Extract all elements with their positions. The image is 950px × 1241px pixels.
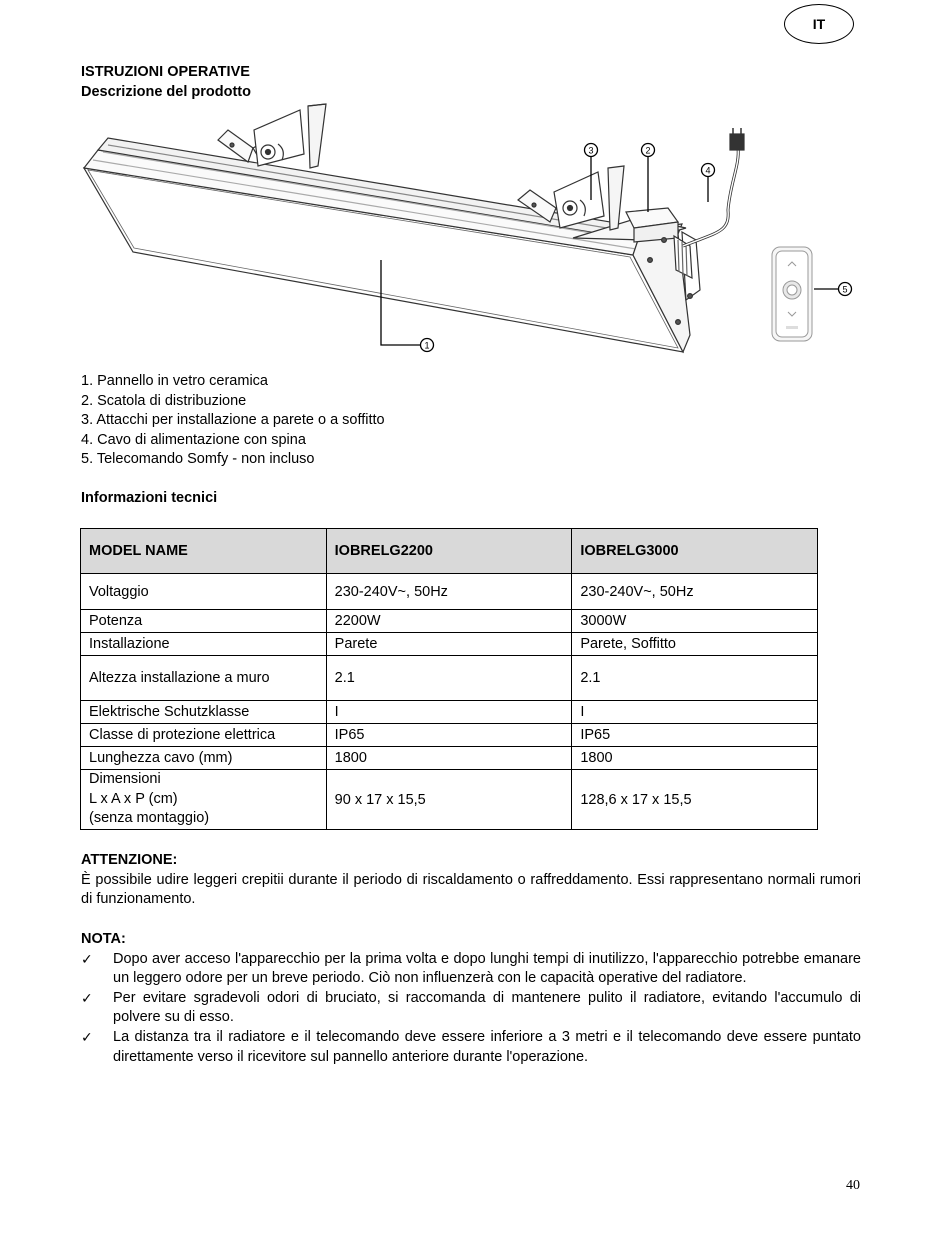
table-cell: Lunghezza cavo (mm)	[81, 747, 327, 770]
table-cell: 90 x 17 x 15,5	[326, 770, 572, 830]
remote-control	[772, 247, 812, 341]
attention-block	[81, 851, 861, 910]
table-cell: 1800	[572, 747, 818, 770]
callout-3: 3	[588, 145, 594, 156]
callout-1: 1	[424, 340, 430, 351]
table-cell: Elektrische Schutzklasse	[81, 701, 327, 724]
specs-table	[80, 528, 818, 830]
table-cell: 230-240V~, 50Hz	[572, 574, 818, 610]
table-cell: 2.1	[326, 656, 572, 701]
table-header-cell: MODEL NAME	[81, 529, 327, 574]
parts-list	[81, 372, 385, 470]
attention-text: È possibile udire leggeri crepitii durante il periodo di riscaldamento o raffreddamento. Essi rappresentano normali rumori di funzionamento.	[81, 871, 861, 908]
table-cell: IP65	[326, 724, 572, 747]
table-row	[81, 701, 818, 724]
checkmark-icon: ✓	[81, 950, 93, 967]
tech-info-heading: Informazioni tecnici	[81, 490, 218, 506]
table-cell: I	[572, 701, 818, 724]
checkmark-icon: ✓	[81, 989, 93, 1006]
table-cell: 230-240V~, 50Hz	[326, 574, 572, 610]
table-row	[81, 747, 818, 770]
product-illustration	[78, 100, 868, 362]
table-cell: 2.1	[572, 656, 818, 701]
table-row	[81, 770, 818, 830]
section-subtitle: Descrizione del prodotto	[81, 84, 251, 100]
note-item	[81, 950, 861, 989]
note-block	[81, 930, 861, 1067]
table-header-cell: IOBRELG3000	[572, 529, 818, 574]
note-label: NOTA:	[81, 931, 126, 947]
attention-label: ATTENZIONE:	[81, 852, 178, 868]
table-cell: Altezza installazione a muro	[81, 656, 327, 701]
callout-2: 2	[645, 145, 651, 156]
plug-icon	[730, 134, 744, 150]
table-cell: 3000W	[572, 610, 818, 633]
table-cell: Dimensioni L x A x P (cm) (senza montaggio)	[81, 770, 327, 830]
table-row	[81, 656, 818, 701]
note-item	[81, 989, 861, 1028]
list-item: 4. Cavo di alimentazione con spina	[81, 431, 306, 448]
mounting-bracket-left	[218, 104, 326, 168]
table-header-row	[81, 529, 818, 574]
list-item: 2. Scatola di distribuzione	[81, 392, 247, 409]
note-item	[81, 1028, 861, 1067]
section-title: ISTRUZIONI OPERATIVE	[81, 64, 250, 80]
table-row	[81, 610, 818, 633]
table-cell: Voltaggio	[81, 574, 327, 610]
note-item-text: Per evitare sgradevoli odori di bruciato, si raccomanda di mantenere pulito il radiatore, evitando l'accumulo di polvere su di esso.	[113, 989, 861, 1026]
callout-5: 5	[842, 284, 848, 295]
table-cell: IP65	[572, 724, 818, 747]
table-cell: Classe di protezione elettrica	[81, 724, 327, 747]
table-row	[81, 633, 818, 656]
language-badge: IT	[784, 4, 854, 44]
table-row	[81, 724, 818, 747]
list-item: 5. Telecomando Somfy - non incluso	[81, 451, 315, 468]
table-cell: Potenza	[81, 610, 327, 633]
table-cell: 2200W	[326, 610, 572, 633]
note-item-text: Dopo aver acceso l'apparecchio per la prima volta e dopo lunghi tempi di inutilizzo, l'apparecchio potrebbe emanare un leggero odore per un breve periodo. Ciò non influenzerà con le capacità operative del radiatore.	[113, 950, 861, 987]
checkmark-icon: ✓	[81, 1028, 93, 1045]
table-row	[81, 574, 818, 610]
table-header-cell: IOBRELG2200	[326, 529, 572, 574]
table-cell: Installazione	[81, 633, 327, 656]
note-item-text: La distanza tra il radiatore e il telecomando deve essere inferiore a 3 metri e il telecomando deve essere puntato direttamente verso il ricevitore sul pannello anteriore durante l'operazione.	[113, 1028, 861, 1065]
table-cell: I	[326, 701, 572, 724]
table-cell: 128,6 x 17 x 15,5	[572, 770, 818, 830]
page-number: 40	[846, 1178, 860, 1193]
callout-4: 4	[705, 165, 711, 176]
table-cell: Parete	[326, 633, 572, 656]
list-item: 1. Pannello in vetro ceramica	[81, 373, 268, 389]
table-cell: Parete, Soffitto	[572, 633, 818, 656]
list-item: 3. Attacchi per installazione a parete o a soffitto	[81, 412, 385, 429]
table-cell: 1800	[326, 747, 572, 770]
